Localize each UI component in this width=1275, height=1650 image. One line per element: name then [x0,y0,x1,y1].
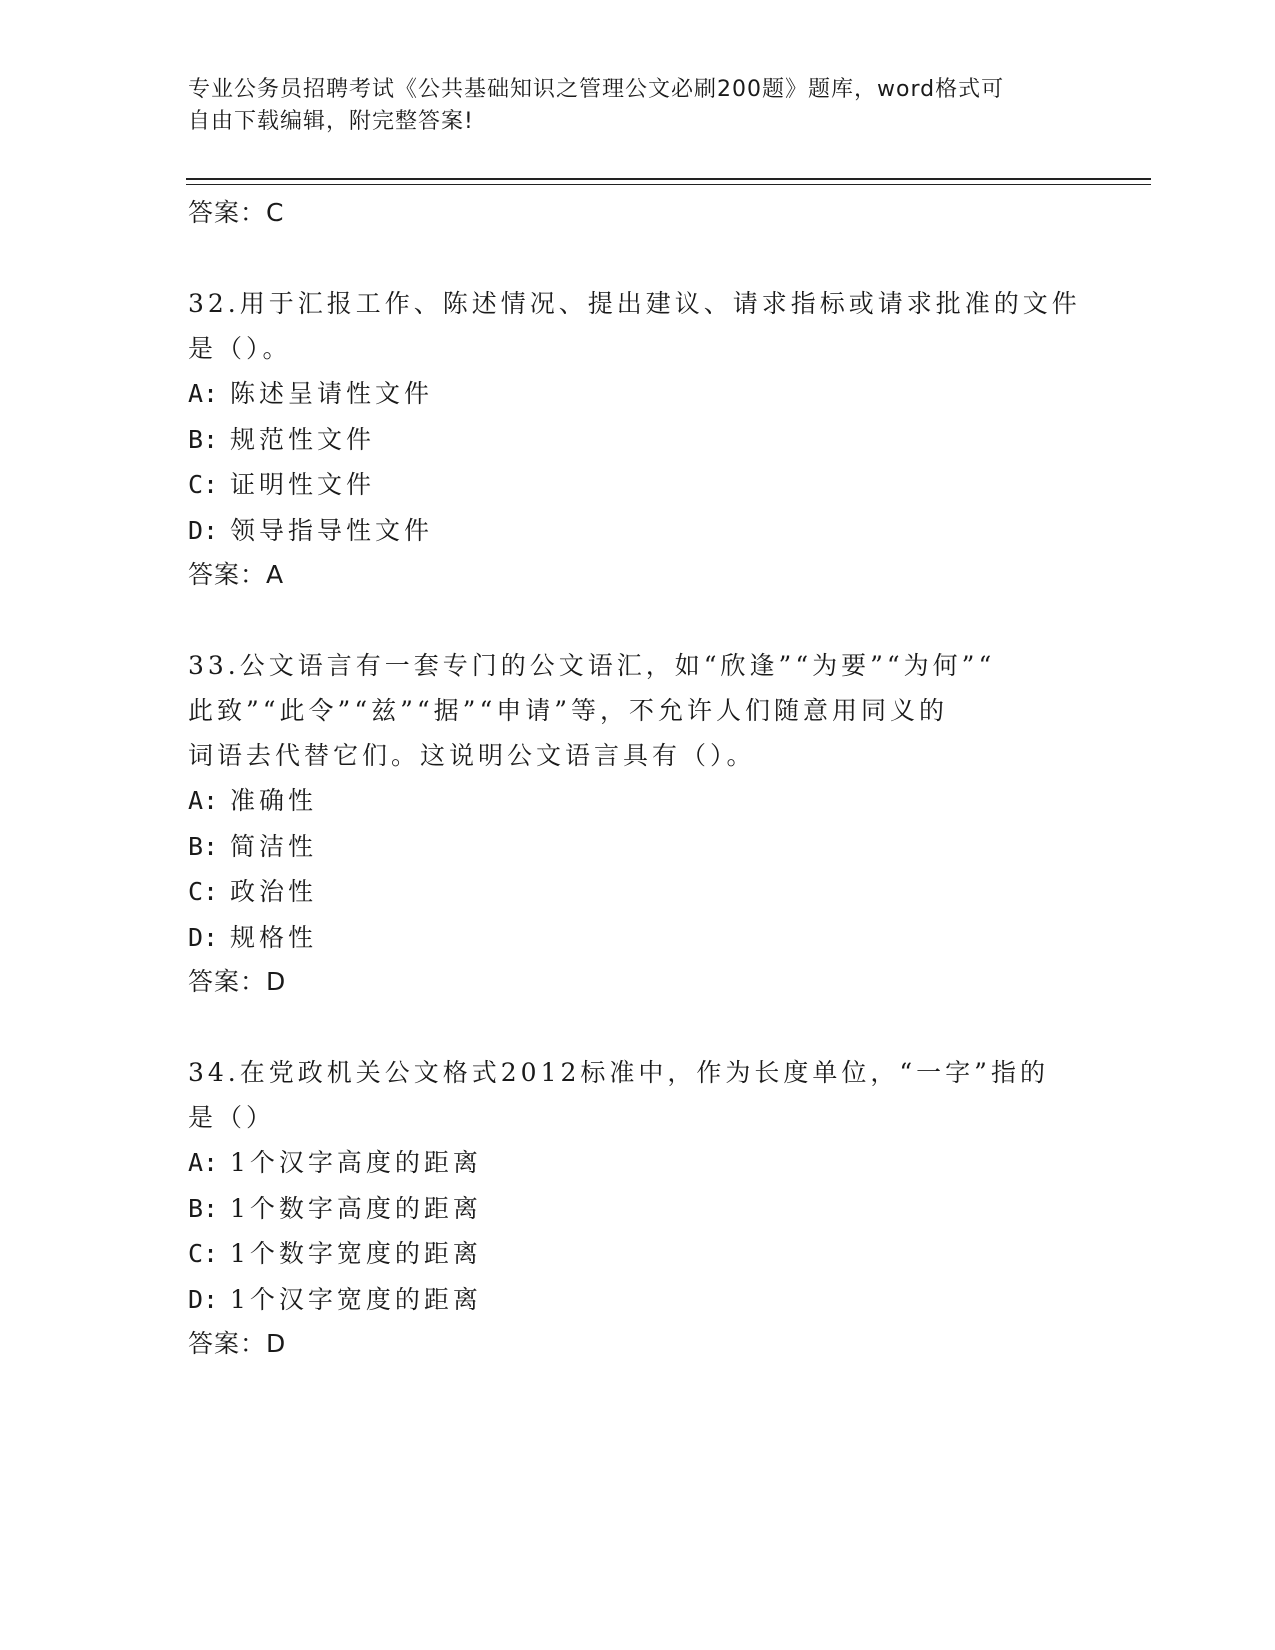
option-a [188,371,1088,417]
question-stem-line: 34.在党政机关公文格式2012标准中，作为长度单位，“一字”指的 [188,1058,1049,1087]
question-stem-line: 33.公文语言有一套专门的公文语汇，如“欣逢”“为要”“为何”“ [188,651,996,680]
option-letter: D: [188,1284,219,1314]
question-32 [188,281,1088,597]
option-text: 规格性 [230,922,318,952]
option-text: 陈述呈请性文件 [230,379,434,408]
option-letter: C: [188,1239,219,1268]
option-letter: C: [188,470,219,499]
option-a [188,1140,1088,1186]
option-text: 准确性 [230,786,318,815]
option-c [188,1231,1088,1277]
question-stem-line: 是（）。 [188,334,292,363]
option-letter: A: [188,379,219,408]
option-text: 领导指导性文件 [230,515,434,545]
option-letter: D: [188,515,219,545]
option-letter: B: [188,1193,219,1223]
option-letter: B: [188,831,219,861]
question-stem-line: 此致”“此令”“兹”“据”“申请”等，不允许人们随意用同义的 [188,696,949,725]
question-stem-line: 32.用于汇报工作、陈述情况、提出建议、请求指标或请求批准的文件 [188,289,1081,318]
document-header [188,74,1068,138]
option-a [188,778,1088,824]
header-line-1: 专业公务员招聘考试《公共基础知识之管理公文必刷200题》题库，word格式可 [188,77,1005,102]
option-letter: C: [188,877,219,906]
answer-line: 答案：A [188,560,285,589]
option-text: 简洁性 [230,831,318,861]
option-text: 规范性文件 [230,424,376,454]
question-33 [188,643,1088,1004]
option-text: 1个汉字宽度的距离 [230,1284,482,1314]
question-34 [188,1050,1088,1366]
option-letter: A: [188,1148,219,1177]
option-b [188,1186,1088,1232]
question-stem-line: 是（） [188,1103,276,1132]
question-stem-line: 词语去代替它们。这说明公文语言具有（）。 [188,741,756,770]
document-content [188,191,1088,1412]
option-text: 政治性 [230,877,318,906]
option-letter: B: [188,424,219,454]
answer-line: 答案：D [188,967,287,996]
option-text: 1个数字高度的距离 [230,1193,482,1223]
header-divider-thick [186,178,1151,180]
option-text: 证明性文件 [230,470,376,499]
option-d [188,1277,1088,1323]
option-c [188,462,1088,508]
option-text: 1个数字宽度的距离 [230,1239,482,1268]
header-divider-thin [186,184,1151,185]
question-stem [188,643,1088,778]
option-text: 1个汉字高度的距离 [230,1148,482,1177]
option-b [188,824,1088,870]
header-line-2: 自由下载编辑，附完整答案! [188,109,474,134]
option-b [188,417,1088,463]
question-stem [188,281,1088,371]
answer-previous: 答案：C [188,198,285,227]
option-letter: A: [188,786,219,815]
option-d [188,915,1088,961]
option-letter: D: [188,922,219,952]
option-d [188,508,1088,554]
option-c [188,869,1088,915]
answer-line: 答案：D [188,1329,287,1358]
question-stem [188,1050,1088,1140]
